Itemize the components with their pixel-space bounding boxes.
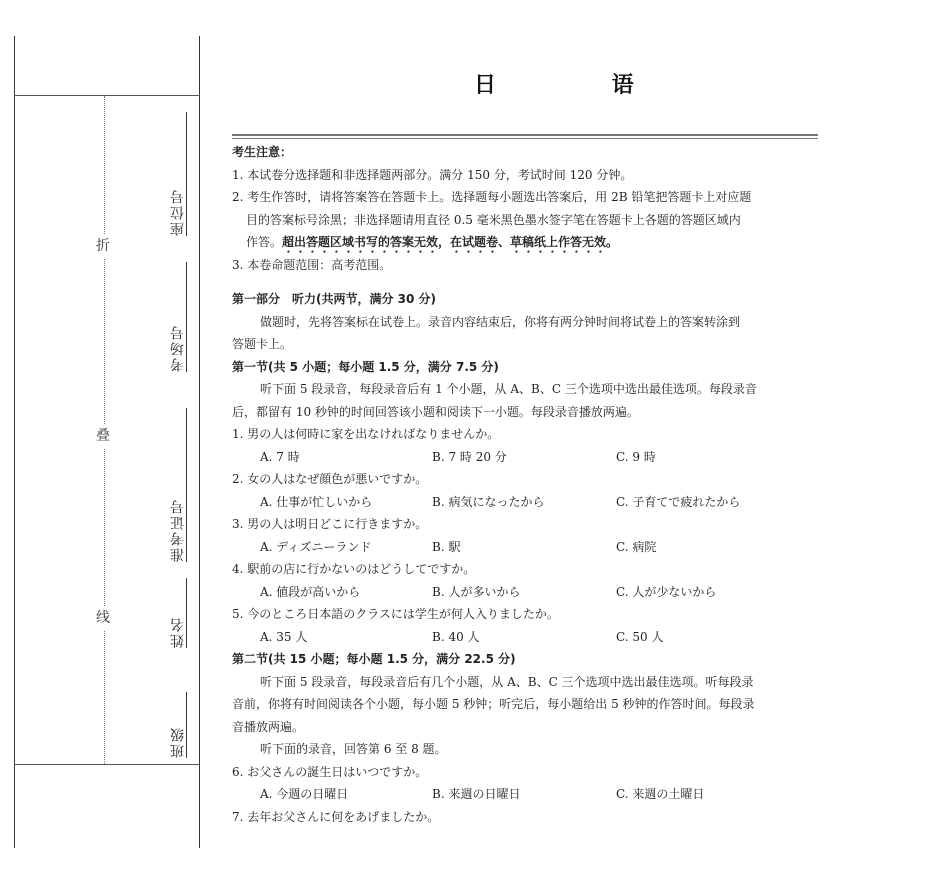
inner-border-line (199, 36, 200, 848)
part1-intro-line-2: 答题卡上。 (232, 337, 293, 351)
notice-item-2-prefix: 作答。 (246, 235, 283, 249)
option-b: B. 病気になったから (432, 494, 545, 509)
notice-item-2-line-1: 2. 考生作答时，请将答案答在答题卡上。选择题每小题选出答案后，用 2B 铅笔把答题卡上对应题 (232, 190, 752, 204)
option-c: C. 子育てで疲れたから (616, 494, 741, 509)
name-label: 姓名 (170, 616, 186, 648)
outer-border-line (14, 36, 15, 848)
notice-item-1: 1. 本试卷分选择题和非选择题两部分。满分 150 分，考试时间 120 分钟。 (232, 167, 633, 182)
section2-intro-line-1: 听下面 5 段录音，每段录音后有几个小题，从 A、B、C 三个选项中选出最佳选项。听每段录 (260, 674, 754, 689)
option-b: B. 7 時 20 分 (432, 449, 507, 464)
option-b: B. 40 人 (432, 629, 480, 644)
question-2-options (232, 491, 818, 514)
notice-item-2-line-3 (232, 231, 818, 254)
section1-heading: 第一节(共 5 小题；每小题 1.5 分，满分 7.5 分) (232, 359, 499, 374)
option-c: C. 9 時 (616, 449, 656, 464)
question-2: 2. 女の人はなぜ顔色が悪いですか。 (232, 472, 428, 486)
question-4: 4. 駅前の店に行かないのはどうしてですか。 (232, 562, 476, 576)
notice-heading: 考生注意： (232, 145, 293, 159)
notice-item-2-line-2: 目的答案标号涂黑；非选择题请用直径 0.5 毫米黑色墨水签字笔在答题卡上各题的答题区域内 (246, 212, 741, 227)
section2-heading: 第二节(共 15 小题；每小题 1.5 分，满分 22.5 分) (232, 652, 516, 666)
option-a: A. 値段が高いから (260, 584, 361, 599)
binding-margin (0, 0, 200, 887)
part1-heading: 第一部分 听力(共两节，满分 30 分) (232, 292, 437, 306)
notice-item-3: 3. 本卷命题范围：高考范围。 (232, 257, 392, 272)
section1-intro-line-1: 听下面 5 段录音，每段录音后有 1 个小题，从 A、B、C 三个选项中选出最佳选项。每段录音 (260, 382, 757, 396)
title-rule-thin (232, 138, 818, 139)
option-a: A. 35 人 (260, 629, 308, 644)
section2-intro-line-2: 音前，你将有时间阅读各个小题，每小题 5 秒钟；听完后，每小题给出 5 秒钟的作答时间。每段录 (232, 697, 755, 711)
bottom-divider (14, 764, 200, 765)
part1-intro-line-1: 做题时，先将答案标在试卷上。录音内容结束后，你将有两分钟时间将试卷上的答案转涂到 (260, 314, 741, 329)
section1-intro-line-2: 后，都留有 10 秒钟的时间回答该小题和阅读下一小题。每段录音播放两遍。 (232, 404, 639, 419)
fold-char-xian: 线 (96, 606, 110, 630)
fold-char-die: 叠 (96, 424, 110, 448)
question-4-options (232, 581, 818, 604)
spacer (232, 276, 818, 288)
notice-item-2-emphasis: 超出答题区域书写的答案无效，在试题卷、草稿纸上作答无效。 (282, 235, 619, 249)
section2-sub-intro: 听下面的录音，回答第 6 至 8 题。 (260, 742, 447, 756)
title-rule-thick (232, 134, 818, 136)
exam-room-label: 考场号 (170, 324, 186, 372)
question-7: 7. 去年お父さんに何をあげましたか。 (232, 809, 440, 824)
option-b: B. 人が多いから (432, 584, 521, 599)
question-6-options (232, 783, 818, 806)
section2-intro-line-3: 音播放两遍。 (232, 719, 305, 734)
option-a: A. 今週の日曜日 (260, 787, 349, 801)
fold-char-zhe: 折 (96, 234, 110, 258)
exam-text (232, 141, 818, 828)
option-c: C. 病院 (616, 539, 657, 554)
page-title: 日 语 (474, 73, 688, 98)
class-label: 班级 (170, 726, 186, 758)
option-a: A. 仕事が忙しいから (260, 494, 373, 509)
seat-number-field[interactable] (168, 112, 188, 236)
exam-room-field[interactable] (168, 262, 188, 372)
ticket-number-field[interactable] (168, 408, 188, 562)
question-5: 5. 今のところ日本語のクラスには学生が何人入りましたか。 (232, 607, 559, 621)
option-a: A. ディズニーランド (260, 539, 372, 554)
question-3-options (232, 536, 818, 559)
option-c: C. 50 人 (616, 629, 664, 644)
name-field[interactable] (168, 578, 188, 648)
question-1: 1. 男の人は何時に家を出なければなりませんか。 (232, 427, 500, 441)
option-c: C. 来週の土曜日 (616, 787, 705, 801)
question-5-options (232, 626, 818, 649)
question-1-options (232, 446, 818, 469)
question-6: 6. お父さんの誕生日はいつですか。 (232, 764, 428, 779)
option-a: A. 7 時 (260, 449, 300, 464)
question-3: 3. 男の人は明日どこに行きますか。 (232, 517, 428, 531)
option-c: C. 人が少ないから (616, 584, 717, 599)
class-field[interactable] (168, 692, 188, 758)
top-divider (14, 95, 200, 96)
ticket-number-label: 准考证号 (170, 498, 186, 562)
seat-number-label: 座位号 (170, 188, 186, 236)
option-b: B. 来週の日曜日 (432, 787, 521, 801)
option-b: B. 駅 (432, 539, 461, 554)
